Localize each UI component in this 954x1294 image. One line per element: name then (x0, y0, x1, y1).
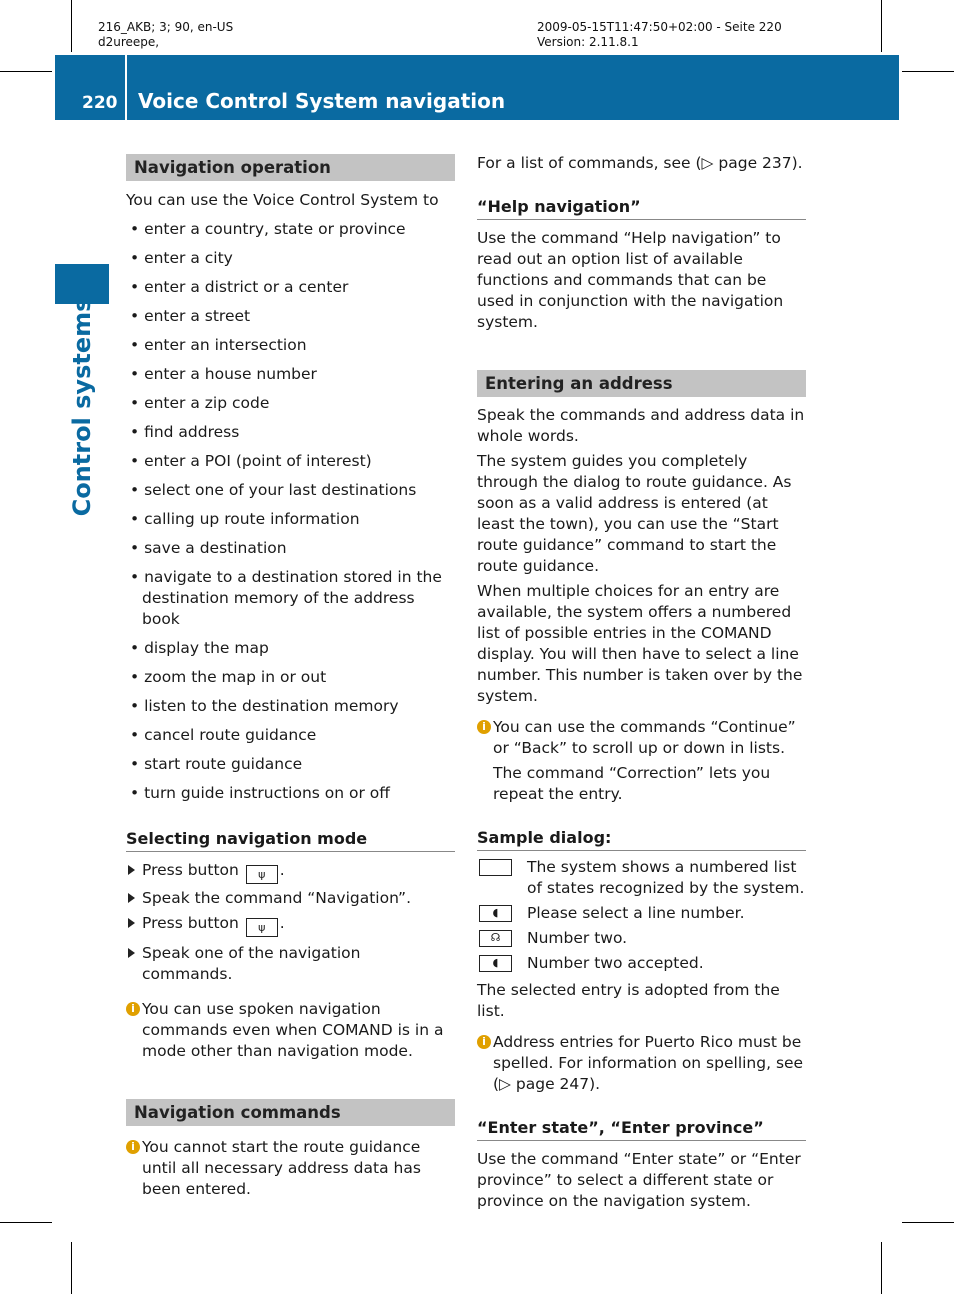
help-text: Use the command “Help navigation” to read out an option list of available functions and commands that can be used in conjunction with the navigation system. (477, 229, 784, 331)
bullet-list (126, 219, 455, 804)
chapter-label: Control systems (68, 297, 96, 517)
dialog-text: Please select a line number. (527, 904, 745, 922)
arrow-icon (128, 865, 135, 875)
bullet-item: • enter a city (130, 249, 233, 267)
step-item (126, 913, 455, 937)
page-number: 220 (82, 93, 118, 113)
subheading: “Help navigation” (477, 196, 806, 220)
section-heading: Navigation operation (126, 154, 455, 181)
arrow-icon (128, 918, 135, 928)
print-meta-right (537, 20, 782, 50)
bullet-item: • display the map (130, 639, 269, 657)
dialog-text: Number two accepted. (527, 954, 704, 972)
steps (126, 860, 455, 985)
info-note (477, 717, 806, 759)
crop-mark (71, 0, 72, 52)
dialog-list (477, 857, 806, 974)
subheading: “Enter state”, “Enter province” (477, 1117, 806, 1141)
intro-text: You can use the Voice Control System to (126, 191, 439, 209)
subheading: Selecting navigation mode (126, 828, 455, 852)
info-note (477, 1032, 806, 1095)
right-column (477, 153, 806, 1212)
info-note (126, 999, 455, 1062)
arrow-icon (128, 948, 135, 958)
info-text: You cannot start the route guidance until all necessary address data has been entered. (142, 1138, 421, 1198)
bullet-item: • enter a zip code (130, 394, 270, 412)
step-item (126, 943, 455, 985)
step-text: Press button (142, 914, 239, 932)
dialog-row (477, 857, 806, 899)
speaker-icon: ◖ (479, 905, 512, 922)
bullet-item: • enter a district or a center (130, 278, 349, 296)
step-text: Press button (142, 861, 239, 879)
bullet-item: • select one of your last destinations (130, 481, 417, 499)
bullet-item: • enter an intersection (130, 336, 307, 354)
bullet-item: • zoom the map in or out (130, 668, 327, 686)
step-text: . (279, 914, 285, 932)
section-heading: Entering an address (477, 370, 806, 397)
crop-mark (902, 71, 954, 72)
info-icon: i (126, 1002, 140, 1016)
info-icon: i (126, 1140, 140, 1154)
info-continuation: The command “Correction” lets you repeat the entry. (493, 764, 771, 803)
paragraph: The selected entry is adopted from the list. (477, 981, 780, 1020)
meta-line: Version: 2.11.8.1 (537, 35, 639, 49)
page-title: Voice Control System navigation (138, 89, 506, 113)
subheading: Sample dialog: (477, 827, 806, 851)
paragraph: The system guides you completely through the dialog to route guidance. As soon as a valid address is entered (at least the town), you can use the “Start route guidance” command to start the route guidance. (477, 452, 792, 575)
section-heading: Navigation commands (126, 1099, 455, 1126)
speaker-icon: ◖ (479, 955, 512, 972)
paragraph: Use the command “Enter state” or “Enter province” to select a different state or province on the navigation system. (477, 1150, 801, 1210)
info-text: You can use the commands “Continue” or “Back” to scroll up or down in lists. (493, 718, 796, 757)
bullet-item: • save a destination (130, 539, 287, 557)
bullet-item: • navigate to a destination stored in the destination memory of the address book (130, 568, 442, 628)
bullet-item: • listen to the destination memory (130, 697, 399, 715)
step-item (126, 888, 455, 909)
crop-mark (881, 0, 882, 52)
crop-mark (881, 1242, 882, 1294)
info-text: Address entries for Puerto Rico must be spelled. For information on spelling, see (▷ page 247). (493, 1033, 804, 1093)
header-divider (125, 55, 127, 120)
print-meta-left (98, 20, 233, 50)
bullet-item: • turn guide instructions on or off (130, 784, 390, 802)
dialog-text: The system shows a numbered list of states recognized by the system. (527, 858, 805, 897)
talk-button-icon: ψ (246, 865, 278, 884)
bullet-item: • find address (130, 423, 240, 441)
info-text: You can use spoken navigation commands even when COMAND is in a mode other than navigation mode. (142, 1000, 444, 1060)
bullet-item: • enter a street (130, 307, 251, 325)
bullet-item: • enter a POI (point of interest) (130, 452, 372, 470)
paragraph: Speak the commands and address data in whole words. (477, 406, 805, 445)
crop-mark (71, 1242, 72, 1294)
crop-mark (0, 1222, 52, 1223)
bullet-item: • start route guidance (130, 755, 303, 773)
step-text: Speak the command “Navigation”. (142, 889, 412, 907)
info-icon: i (477, 720, 491, 734)
meta-line: d2ureepe, (98, 35, 160, 49)
bullet-item: • enter a country, state or province (130, 220, 406, 238)
info-icon: i (477, 1035, 491, 1049)
bullet-item: • calling up route information (130, 510, 360, 528)
info-note (126, 1137, 455, 1200)
arrow-icon (128, 893, 135, 903)
dialog-text: Number two. (527, 929, 628, 947)
left-column (126, 154, 455, 1200)
dialog-row (477, 928, 806, 949)
crop-mark (0, 71, 52, 72)
meta-line: 2009-05-15T11:47:50+02:00 - Seite 220 (537, 20, 782, 34)
bullet-item: • cancel route guidance (130, 726, 317, 744)
step-text: Speak one of the navigation commands. (142, 944, 361, 983)
paragraph: When multiple choices for an entry are available, the system offers a numbered list of possible entries in the COMAND display. You will then have to select a line number. This number is taken over by the system. (477, 582, 803, 705)
crop-mark (902, 1222, 954, 1223)
user-speaking-icon: ☊ (479, 930, 512, 947)
meta-line: 216_AKB; 3; 90, en-US (98, 20, 234, 34)
display-icon (479, 859, 512, 876)
bullet-item: • enter a house number (130, 365, 317, 383)
step-text: . (279, 861, 285, 879)
commands-reference: For a list of commands, see (▷ page 237). (477, 154, 803, 172)
dialog-row (477, 903, 806, 924)
dialog-row (477, 953, 806, 974)
step-item (126, 860, 455, 884)
talk-button-icon: ψ (246, 918, 278, 937)
